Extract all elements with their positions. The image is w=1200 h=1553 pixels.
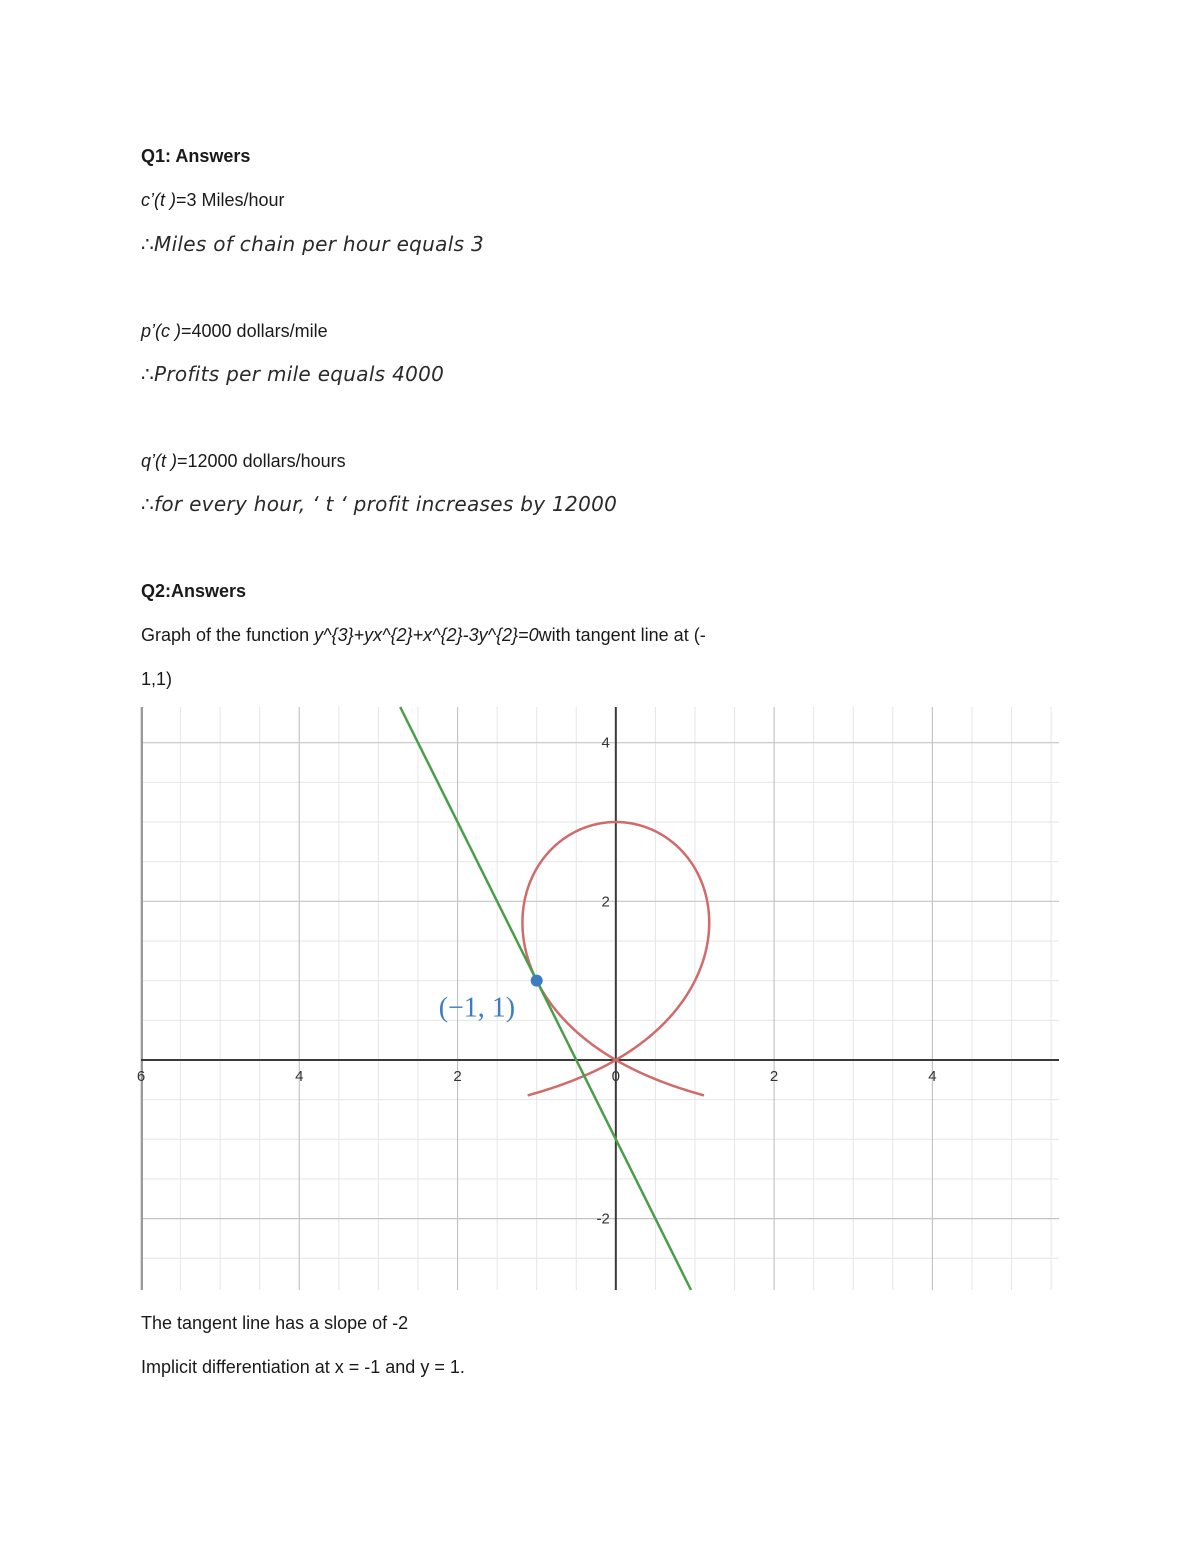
q2-intro-text: Graph of the function: [141, 625, 315, 645]
c-prime-value: =3 Miles/hour: [176, 190, 285, 210]
minor-grid: [141, 707, 1059, 1290]
q2-intro-tail: with tangent line at (-: [538, 625, 706, 645]
q2-intro-equation: y^{3}+yx^{2}+x^{2}-3y^{2}=0: [314, 625, 539, 645]
q2-intro-line: [141, 625, 706, 646]
c-prime-math: c’(t ): [141, 190, 176, 210]
q-prime-note: ∴for every hour, ‘ t ‘ profit increases by 12000: [141, 492, 618, 516]
p-prime-note: ∴Profits per mile equals 4000: [141, 362, 445, 386]
p-prime-line: [141, 321, 328, 342]
function-graph: [136, 707, 1059, 1290]
x-tick-label: 6: [136, 1067, 146, 1085]
x-tick-label: 4: [928, 1067, 937, 1085]
x-tick-label: 2: [453, 1067, 462, 1085]
q2-intro-continuation: 1,1): [141, 669, 173, 689]
p-prime-value: =4000 dollars/mile: [181, 321, 328, 341]
tangent-point: [531, 975, 543, 987]
q1-heading: Q1: Answers: [141, 146, 251, 166]
y-tick-label: 2: [601, 893, 610, 911]
point-label: (−1, 1): [438, 992, 516, 1024]
point-marker-group: [439, 975, 543, 1024]
x-tick-label: 2: [769, 1067, 779, 1085]
x-tick-label: 0: [611, 1067, 620, 1085]
axes: [141, 707, 1059, 1290]
q-prime-math: q’(t ): [141, 451, 177, 471]
implicit-statement: Implicit differentiation at x = -1 and y = 1.: [141, 1357, 465, 1377]
q-prime-value: =12000 dollars/hours: [177, 451, 346, 471]
slope-statement: The tangent line has a slope of -2: [141, 1313, 409, 1333]
q2-heading: Q2:Answers: [141, 581, 247, 601]
major-grid: [141, 707, 1059, 1290]
p-prime-math: p’(c ): [141, 321, 181, 341]
y-tick-label: -2: [596, 1210, 610, 1228]
y-tick-label: 4: [601, 734, 610, 752]
q-prime-line: [141, 451, 346, 472]
x-tick-label: 4: [295, 1067, 304, 1085]
c-prime-note: ∴Miles of chain per hour equals 3: [141, 232, 484, 256]
c-prime-line: [141, 190, 285, 211]
